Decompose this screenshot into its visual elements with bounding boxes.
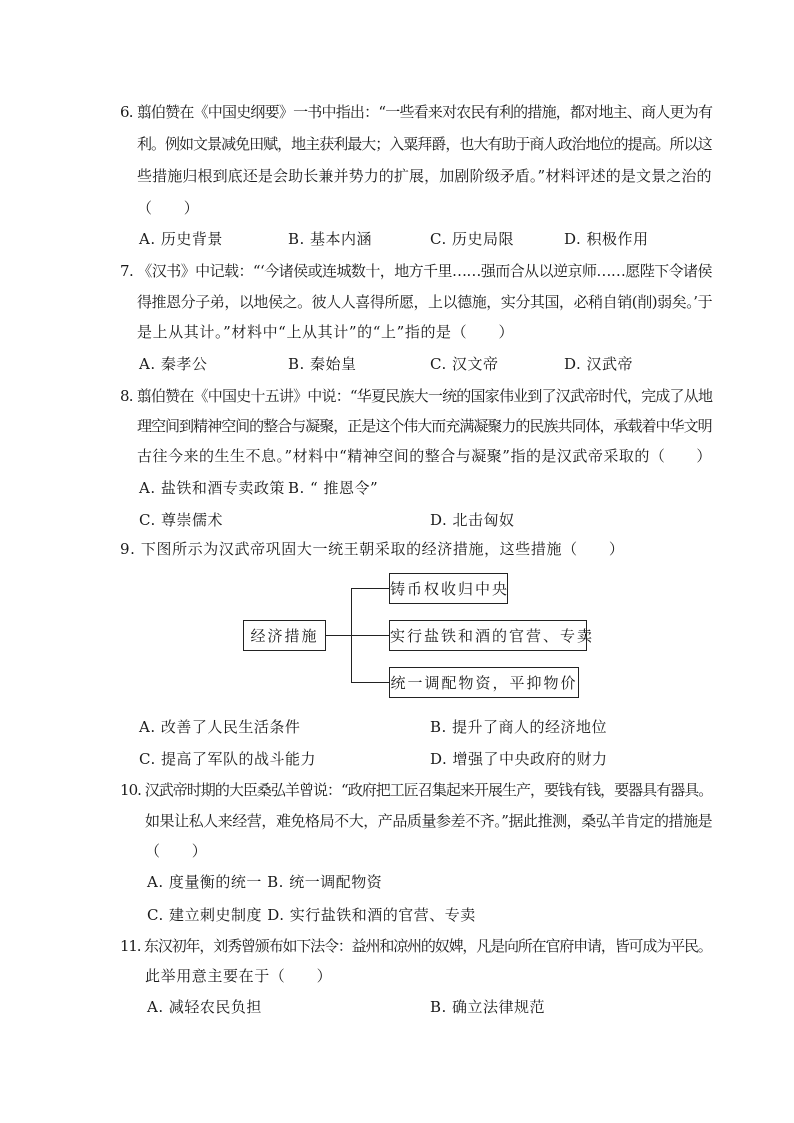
question-8-line-3: 古往今来的生生不息。”材料中“精神空间的整合与凝聚”指的是汉武帝采取的（ ）: [137, 447, 712, 465]
diagram-connector: [351, 635, 389, 636]
question-10-options-cd: C. 建立刺史制度 D. 实行盐铁和酒的官营、专卖: [147, 906, 476, 924]
diagram-connector: [351, 588, 389, 589]
question-10-line-3: （ ）: [145, 842, 208, 860]
question-9-option-a: A. 改善了人民生活条件: [139, 718, 301, 736]
question-11-option-a: A. 减轻农民负担: [147, 998, 262, 1016]
question-6-option-c: C. 历史局限: [430, 230, 514, 248]
question-8-option-a: A. 盐铁和酒专卖政策: [139, 479, 285, 497]
question-7-line-1: 7. 《汉书》中记载：“‘今诸侯或连城数十，地方千里……强而合从以逆京师……愿陛下令诸侯: [120, 262, 712, 280]
question-10-options-ab: A. 度量衡的统一 B. 统一调配物资: [147, 873, 383, 891]
diagram-branch-box: 实行盐铁和酒的官营、专卖: [389, 620, 587, 651]
question-11-option-b: B. 确立法律规范: [430, 998, 546, 1016]
question-6-line-2: 利。例如文景减免田赋，地主获利最大；入粟拜爵，也大有助于商人政治地位的提高。所以这: [137, 135, 712, 153]
question-7-option-b: B. 秦始皇: [288, 355, 357, 373]
diagram-branch-box: 统一调配物资，平抑物价: [389, 667, 579, 698]
question-7-option-d: D. 汉武帝: [564, 355, 634, 373]
question-9-option-b: B. 提升了商人的经济地位: [430, 718, 608, 736]
diagram-branch-box: 铸币权收归中央: [389, 573, 508, 604]
question-9-option-c: C. 提高了军队的战斗能力: [139, 750, 316, 768]
question-7-option-a: A. 秦孝公: [139, 355, 208, 373]
question-7-line-3: 是上从其计。”材料中“上从其计”的“上”指的是（ ）: [137, 323, 515, 341]
question-8-option-c: C. 尊崇儒术: [139, 511, 223, 529]
diagram-connector: [326, 635, 352, 636]
question-6-option-d: D. 积极作用: [564, 230, 649, 248]
question-6-line-1: 6. 翦伯赞在《中国史纲要》一书中指出：“一些看来对农民有利的措施，都对地主、商人更为有: [120, 103, 713, 121]
diagram-root-box: 经济措施: [243, 620, 326, 651]
question-11-line-2: 此举用意主要在于（ ）: [145, 967, 333, 985]
question-11-line-1: 11. 东汉初年，刘秀曾颁布如下法令：益州和凉州的奴婢，凡是向所在官府申请，皆可成为平民。: [120, 937, 712, 955]
question-6-line-3: 些措施归根到底还是会助长兼并势力的扩展，加剧阶级矛盾。”材料评述的是文景之治的: [137, 167, 712, 185]
question-6-option-a: A. 历史背景: [139, 230, 223, 248]
question-7-line-2: 得推恩分子弟，以地侯之。彼人人喜得所愿，上以德施，实分其国，必稍自销(削)弱矣。’于: [137, 293, 713, 311]
diagram-connector: [351, 682, 389, 683]
question-10-line-1: 10. 汉武帝时期的大臣桑弘羊曾说：“政府把工匠召集起来开展生产，要钱有钱，要器具有器具。: [120, 781, 713, 799]
question-8-line-1: 8. 翦伯赞在《中国史十五讲》中说：“华夏民族大一统的国家伟业到了汉武帝时代，完成了从地: [120, 387, 713, 405]
question-8-line-2: 理空间到精神空间的整合与凝聚，正是这个伟大而充满凝聚力的民族共同体，承载着中华文明: [137, 417, 712, 435]
question-6-option-b: B. 基本内涵: [288, 230, 373, 248]
question-10-line-2: 如果让私人来经营，难免格局不大，产品质量参差不齐。”据此推测，桑弘羊肯定的措施是: [145, 812, 713, 830]
question-9-line-1: 9. 下图所示为汉武帝巩固大一统王朝采取的经济措施，这些措施（ ）: [120, 540, 625, 558]
question-7-option-c: C. 汉文帝: [430, 355, 499, 373]
question-6-line-4: （ ）: [137, 199, 200, 217]
question-9-option-d: D. 增强了中央政府的财力: [430, 750, 608, 768]
question-8-option-d: D. 北击匈奴: [430, 511, 515, 529]
question-8-option-b: B. “ 推恩令”: [288, 479, 379, 497]
